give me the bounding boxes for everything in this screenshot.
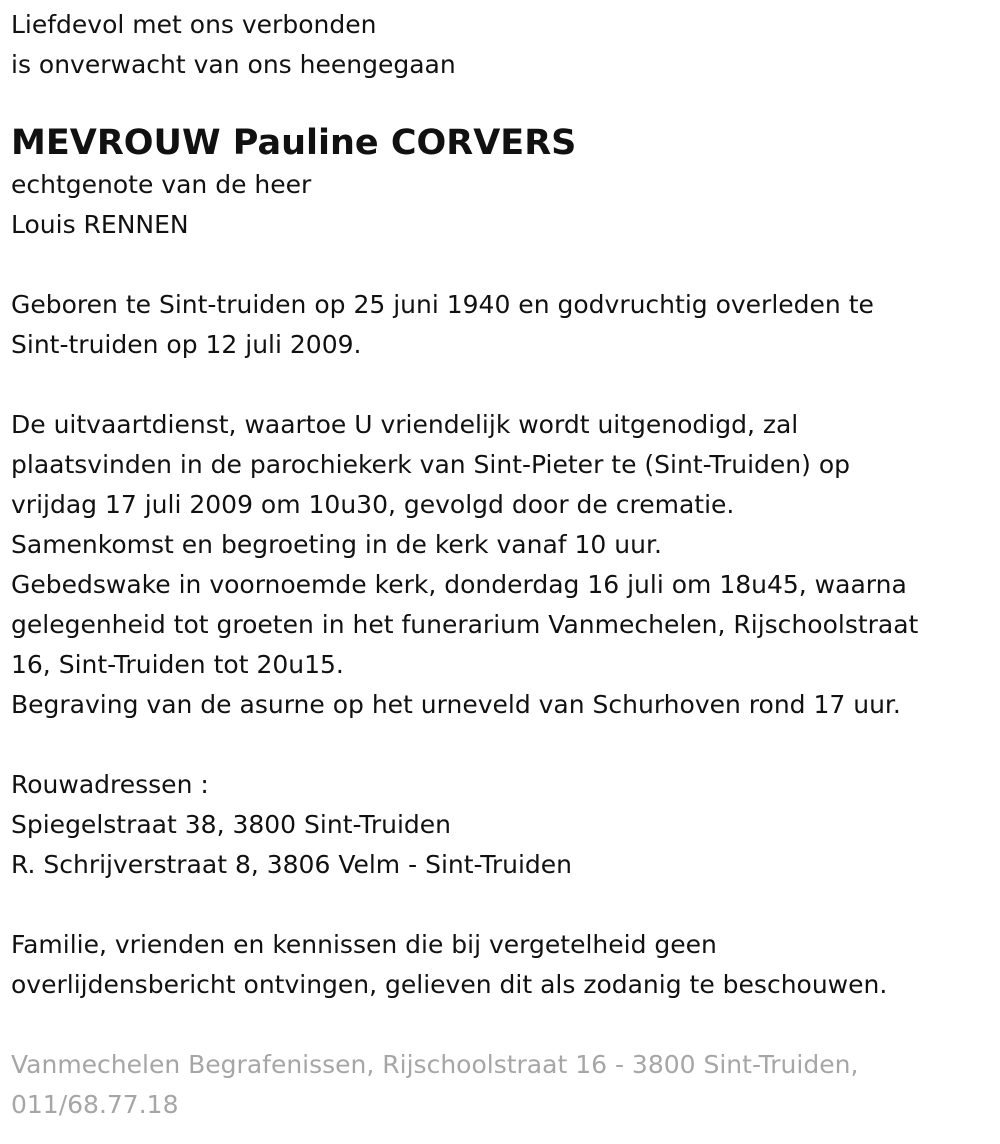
birth-death-line-1: Geboren te Sint-truiden op 25 juni 1940 en godvruchtig overleden te (11, 290, 874, 319)
spacer (11, 245, 1000, 285)
service-line: plaatsvinden in de parochiekerk van Sint-Pieter te (Sint-Truiden) op (11, 450, 850, 479)
spacer (11, 885, 1000, 925)
spouse-name: Louis RENNEN (11, 210, 189, 239)
funeral-home-phone: 011/68.77.18 (11, 1090, 179, 1119)
service-line: 16, Sint-Truiden tot 20u15. (11, 650, 344, 679)
spacer (11, 85, 1000, 121)
service-line: vrijdag 17 juli 2009 om 10u30, gevolgd door de crematie. (11, 490, 735, 519)
intro-line-1: Liefdevol met ons verbonden (11, 10, 377, 39)
service-line: Gebedswake in voornoemde kerk, donderdag 16 juli om 18u45, waarna (11, 570, 907, 599)
intro-line-2: is onverwacht van ons heengegaan (11, 50, 456, 79)
address-1: Spiegelstraat 38, 3800 Sint-Truiden (11, 810, 451, 839)
service-line: De uitvaartdienst, waartoe U vriendelijk wordt uitgenodigd, zal (11, 410, 799, 439)
notice-line-1: Familie, vrienden en kennissen die bij vergetelheid geen (11, 930, 717, 959)
service-line: Samenkomst en begroeting in de kerk vanaf 10 uur. (11, 530, 662, 559)
spacer (11, 365, 1000, 405)
service-line: gelegenheid tot groeten in het funerarium Vanmechelen, Rijschoolstraat (11, 610, 919, 639)
birth-death-line-2: Sint-truiden op 12 juli 2009. (11, 330, 362, 359)
addresses-label: Rouwadressen : (11, 770, 209, 799)
service-line: Begraving van de asurne op het urneveld van Schurhoven rond 17 uur. (11, 690, 901, 719)
deceased-name: MEVROUW Pauline CORVERS (11, 123, 577, 163)
address-2: R. Schrijverstraat 8, 3806 Velm - Sint-Truiden (11, 850, 573, 879)
relation-text: echtgenote van de heer (11, 170, 312, 199)
spacer (11, 1005, 1000, 1045)
notice-line-2: overlijdensbericht ontvingen, gelieven dit als zodanig te beschouwen. (11, 970, 888, 999)
funeral-home-footer-line-1: Vanmechelen Begrafenissen, Rijschoolstraat 16 - 3800 Sint-Truiden, (11, 1050, 859, 1079)
spacer (11, 725, 1000, 765)
